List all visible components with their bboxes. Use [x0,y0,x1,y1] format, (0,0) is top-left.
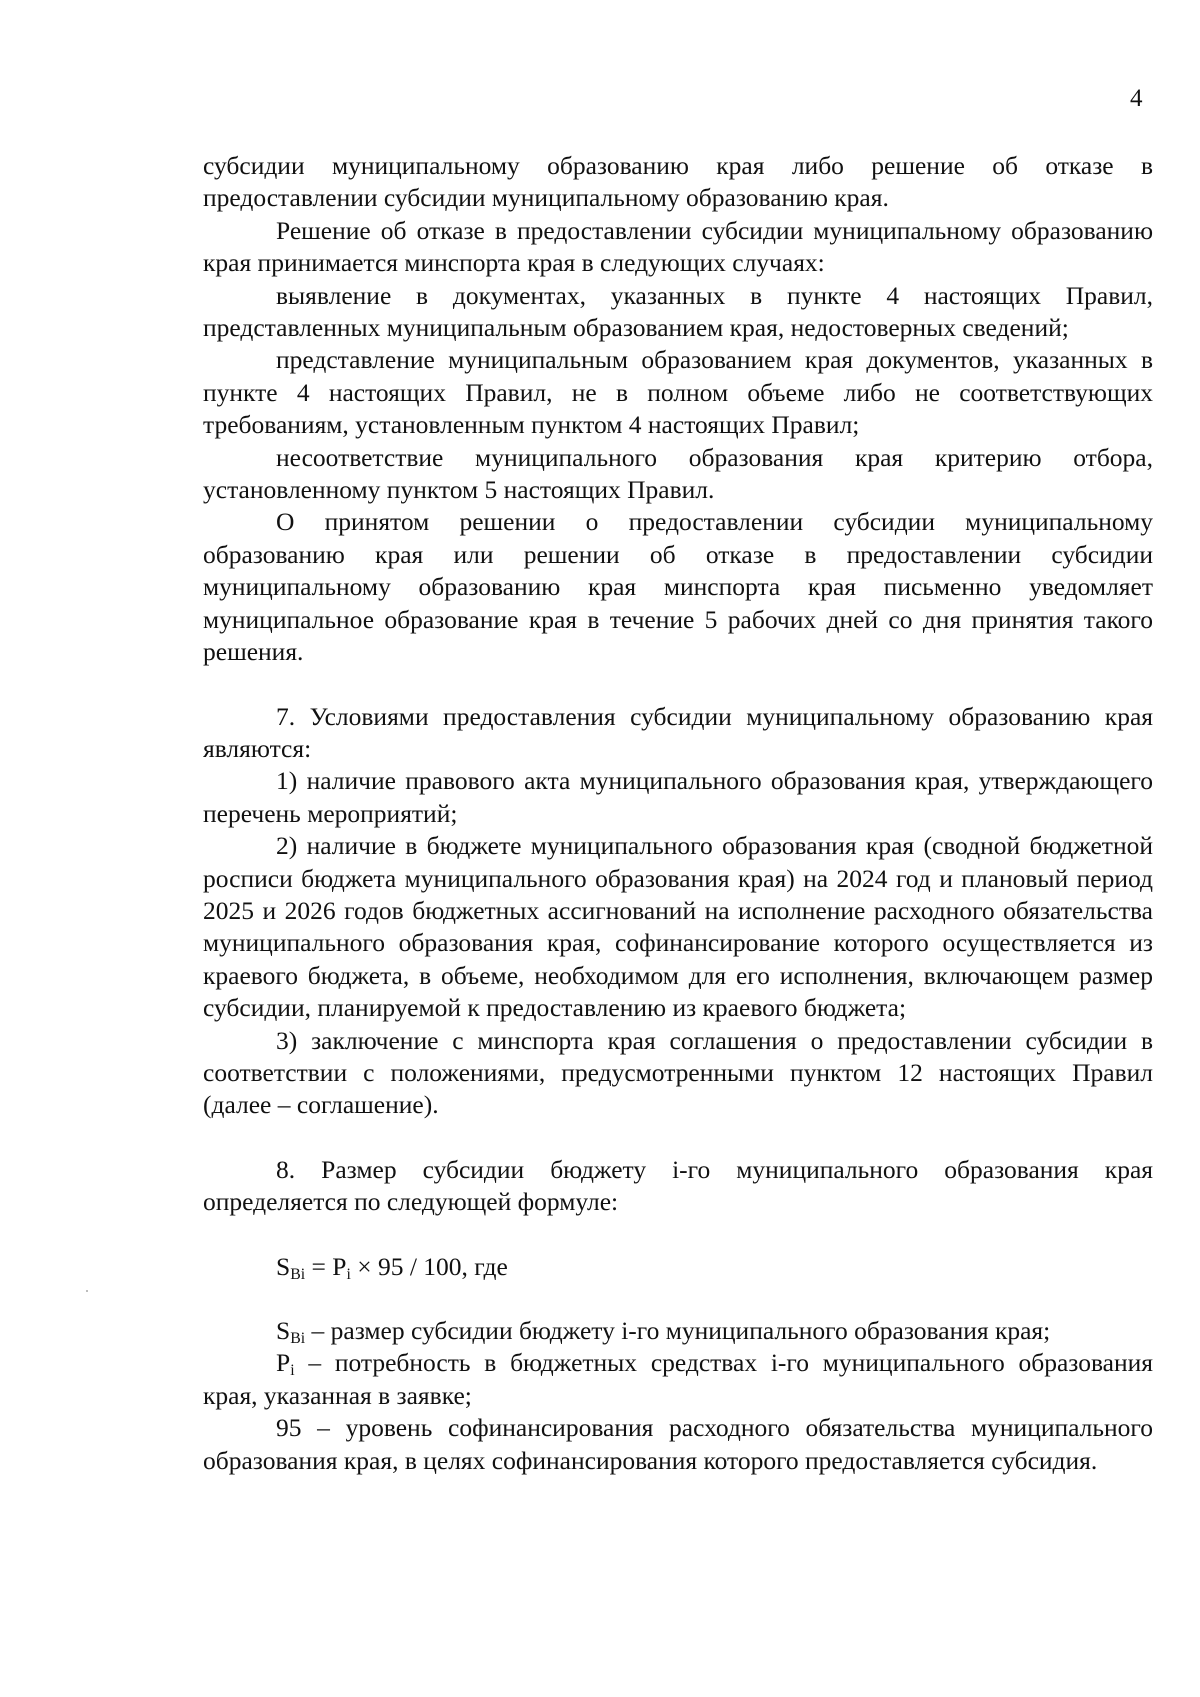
formula-p-subscript: i [346,1265,351,1283]
formula-rest: × 95 / 100, где [350,1251,508,1281]
paragraph: субсидии муниципальному образованию края либо решение об отказе в предоставлении субсидии муниципальному образованию края. [203,151,1153,213]
scan-speck [86,1290,88,1292]
section-8-heading: 8. Размер субсидии бюджету i-го муниципального образования края определяется по следующей формуле: [203,1154,1153,1217]
paragraph: Решение об отказе в предоставлении субсидии муниципальному образованию края принимается минспорта края в следующих случаях: [203,215,1153,278]
definition-item [203,1412,1153,1477]
formula-equals: = [305,1251,333,1281]
definition-subscript: i [290,1362,295,1380]
list-item: 3) заключение с минспорта края соглашения о предоставлении субсидии в соответствии с положениями, предусмотренными пунктом 12 настоящих Правил (далее – соглашение). [203,1025,1153,1120]
document-body [203,150,1153,1477]
paragraph: О принятом решении о предоставлении субсидии муниципальному образованию края или решении об отказе в предоставлении субсидии муниципальному образованию края минспорта края письменно уведомляет муниципальное образование края в течение 5 рабочих дней со дня принятия такого решения. [203,507,1153,667]
list-item: несоответствие муниципального образования края критерию отбора, установленному пунктом 5 настоящих Правил. [203,442,1153,505]
definition-item [203,1315,1153,1347]
definition-text: 95 – уровень софинансирования расходного обязательства муниципального образования края, в целях софинансирования которого предоставляется субсидия. [203,1413,1153,1475]
definition-text: – размер субсидии бюджету i-го муниципального образования края; [305,1316,1051,1345]
definition-subscript: Bi [290,1329,306,1347]
definition-text: – потребность в бюджетных средствах i-го муниципального образования края, указанная в заявке; [203,1348,1153,1410]
definition-item [203,1347,1153,1412]
formula-p: P [332,1251,347,1281]
list-item: 1) наличие правового акта муниципального образования края, утверждающего перечень мероприятий; [203,766,1153,828]
definition-symbol: S [276,1316,291,1345]
page-number: 4 [1130,85,1143,112]
formula-s: S [276,1251,291,1281]
list-item: 2) наличие в бюджете муниципального образования края (сводной бюджетной росписи бюджета муниципального образования края) на 2024 год и плановый период 2025 и 2026 годов бюджетных ассигнований на исполнение расходного обязательства муниципального образования края, софинансирование которого осуществляется из краевого бюджета, в объеме, необходимом для его исполнения, включающем размер субсидии, планируемой к предоставлению из краевого бюджета; [203,831,1153,1023]
definition-symbol: P [276,1348,291,1378]
formula [203,1251,1153,1283]
list-item: выявление в документах, указанных в пункте 4 настоящих Правил, представленных муниципальным образованием края, недостоверных сведений; [203,280,1153,343]
list-item: представление муниципальным образованием края документов, указанных в пункте 4 настоящих Правил, не в полном объеме либо не соответствующих требованиям, установленным пунктом 4 настоящих Правил; [203,345,1153,440]
section-7-heading: 7. Условиями предоставления субсидии муниципальному образованию края являются: [203,701,1153,763]
formula-s-subscript: Bi [290,1265,306,1283]
